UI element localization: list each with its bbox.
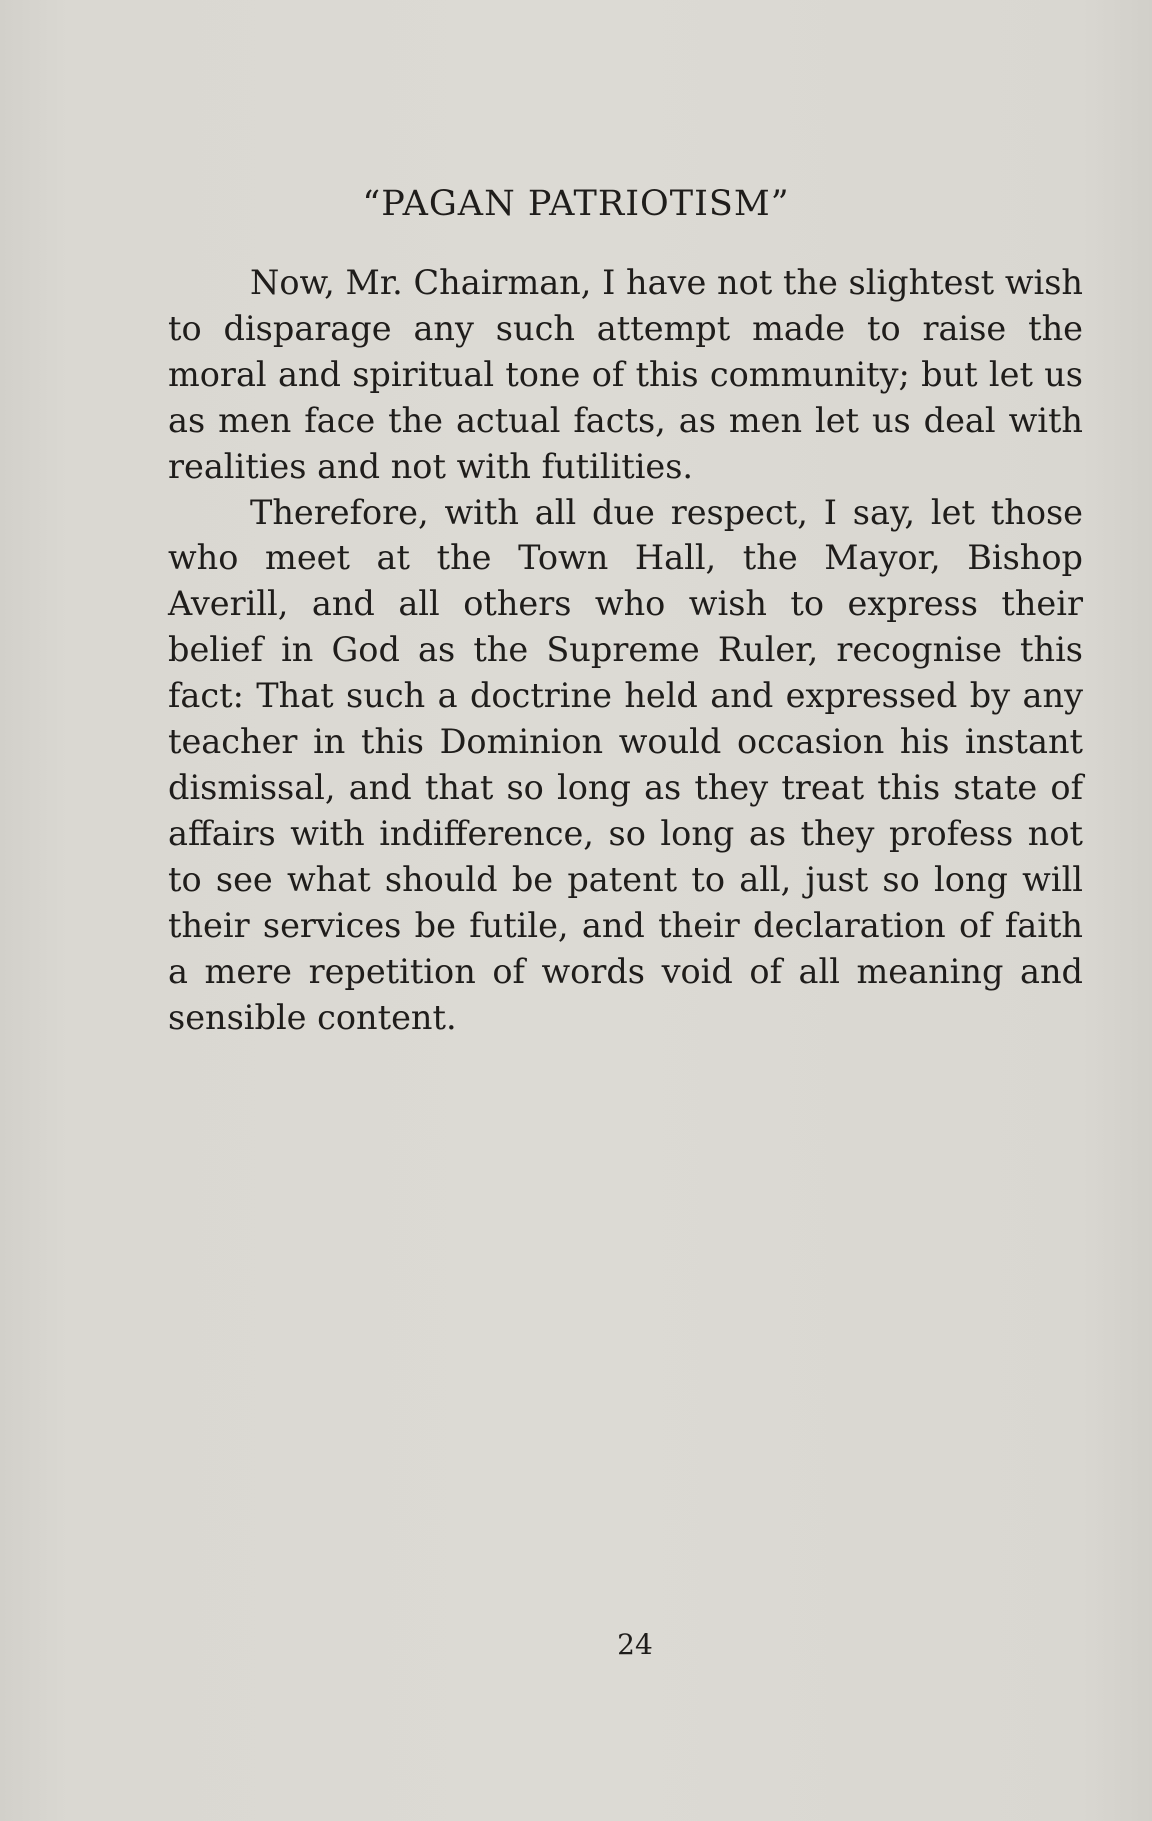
page-heading: “PAGAN PATRIOTISM” — [362, 184, 790, 224]
paragraph-2: Therefore, with all due respect, I say, let those who meet at the Town Hall, the Mayor, Bishop Averill, and all others who wish to express their belief in God as the Supreme Ruler, recognise this fact: That such a doctrine held and expressed by any teacher in this Dominion would occasion his instant dismissal, and that so long as they treat this state of affairs with indifference, so long as they profess not to see what should be patent to all, just so long will their services be futile, and their declaration of faith a mere repetition of words void of all meaning and sensible content. — [168, 492, 1083, 1037]
paragraph-1: Now, Mr. Chairman, I have not the slightest wish to disparage any such attempt made to raise the moral and spiritual tone of this community; but let us as men face the actual facts, as men let us deal with realities and not with futilities. — [168, 263, 1083, 486]
body-text — [168, 260, 1083, 1040]
page-number: 24 — [617, 1628, 653, 1661]
